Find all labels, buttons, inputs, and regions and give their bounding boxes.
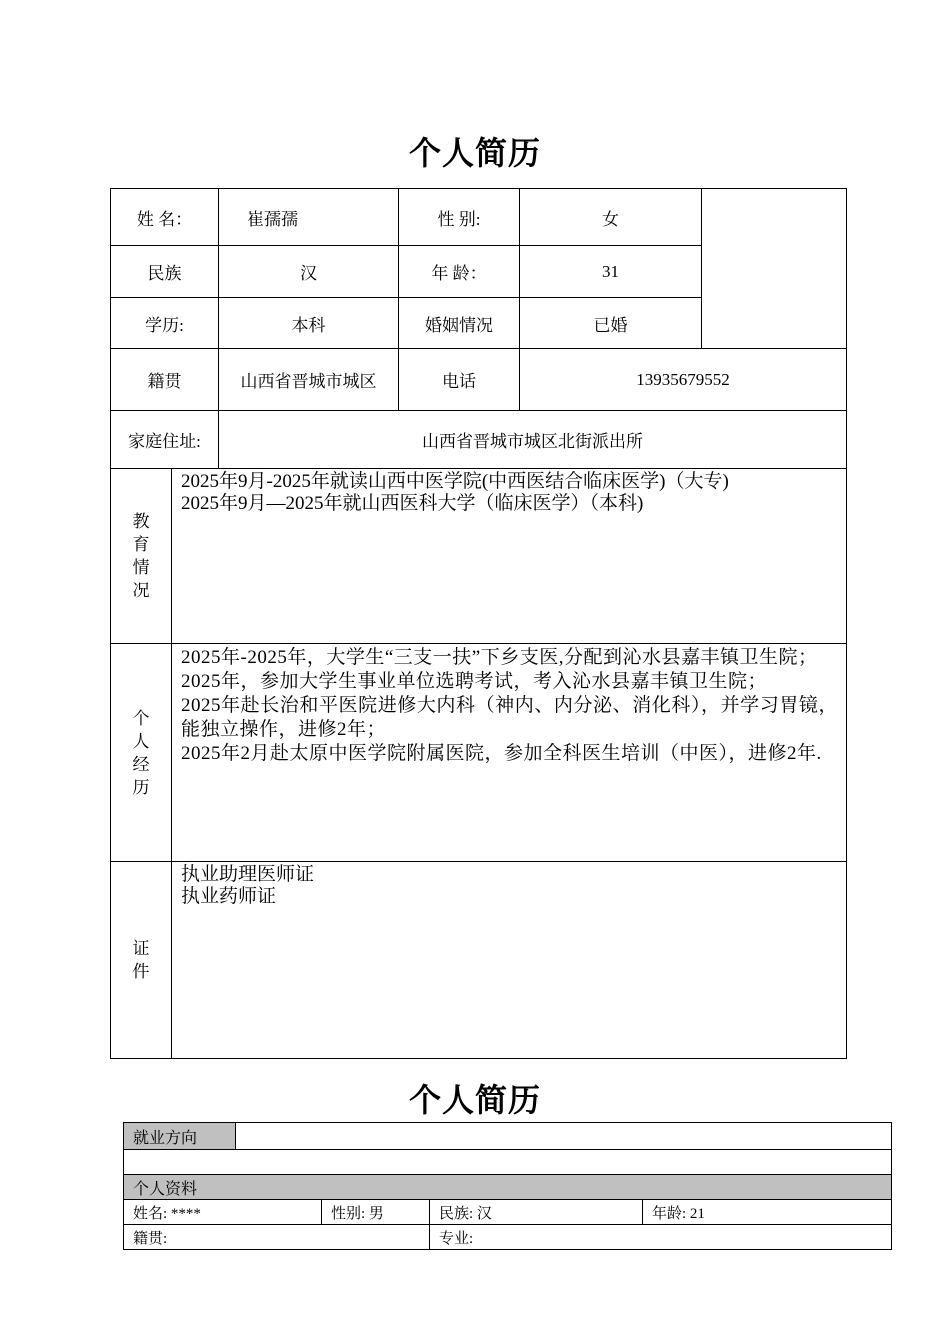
ethnicity-label: 民族 bbox=[111, 246, 219, 298]
education-label: 学历: bbox=[111, 298, 219, 349]
phone-label: 电话 bbox=[399, 349, 520, 411]
marital-value: 已婚 bbox=[520, 298, 702, 349]
major-field: 专业: bbox=[430, 1225, 892, 1250]
certificate-line: 执业助理医师证 bbox=[181, 864, 315, 885]
resume-table bbox=[110, 188, 847, 1059]
personal-info-header: 个人资料 bbox=[124, 1175, 892, 1200]
name-label: 姓 名： bbox=[111, 189, 219, 246]
experience-line: 2025年，参加大学生事业单位选聘考试，考入沁水县嘉丰镇卫生院； bbox=[181, 671, 768, 692]
experience-line: 2025年赴长治和平医院进修大内科（神内、内分泌、消化科），并学习胃镜，能独立操作，进修2年； bbox=[181, 695, 838, 740]
age-label: 年 龄： bbox=[399, 246, 520, 298]
name-field: 姓名: **** bbox=[124, 1200, 322, 1225]
experience-section-label: 个人经历 bbox=[111, 644, 172, 862]
gender-label: 性 别: bbox=[399, 189, 520, 246]
career-label: 就业方向 bbox=[124, 1123, 236, 1150]
education-section-label: 教育情况 bbox=[111, 469, 172, 644]
origin-field: 籍贯: bbox=[124, 1225, 430, 1250]
second-resume-table bbox=[123, 1122, 892, 1250]
address-label: 家庭住址: bbox=[111, 411, 219, 469]
ethnicity-value: 汉 bbox=[219, 246, 399, 298]
gender-value: 女 bbox=[520, 189, 702, 246]
name-value: 崔孺孺 bbox=[219, 189, 399, 246]
education-history bbox=[172, 469, 847, 644]
origin-value: 山西省晋城市城区 bbox=[219, 349, 399, 411]
photo-area bbox=[702, 189, 847, 349]
certificate-list bbox=[172, 862, 847, 1059]
certificate-line: 执业药师证 bbox=[181, 886, 277, 907]
address-value: 山西省晋城市城区北街派出所 bbox=[219, 411, 847, 469]
origin-label: 籍贯 bbox=[111, 349, 219, 411]
career-value bbox=[236, 1123, 892, 1150]
spacer-row bbox=[124, 1150, 892, 1175]
education-value: 本科 bbox=[219, 298, 399, 349]
ethnicity-field: 民族: 汉 bbox=[430, 1200, 643, 1225]
page-title: 个人简历 bbox=[408, 134, 541, 172]
experience-line: 2025年-2025年，大学生“三支一扶”下乡支医,分配到沁水县嘉丰镇卫生院； bbox=[181, 647, 818, 668]
age-field: 年龄: 21 bbox=[643, 1200, 892, 1225]
age-value: 31 bbox=[520, 246, 702, 298]
gender-field: 性别: 男 bbox=[322, 1200, 430, 1225]
education-line: 2025年9月-2025年就读山西中医学院(中西医结合临床医学)（大专) bbox=[181, 471, 729, 492]
experience-line: 2025年2月赴太原中医学院附属医院，参加全科医生培训（中医），进修2年. bbox=[181, 743, 822, 764]
certificate-section-label: 证件 bbox=[111, 862, 172, 1059]
education-line: 2025年9月—2025年就山西医科大学（临床医学）（本科) bbox=[181, 493, 644, 514]
marital-label: 婚姻情况 bbox=[399, 298, 520, 349]
second-page-title: 个人简历 bbox=[408, 1081, 541, 1119]
experience-history bbox=[172, 644, 847, 862]
phone-value: 13935679552 bbox=[520, 349, 847, 411]
